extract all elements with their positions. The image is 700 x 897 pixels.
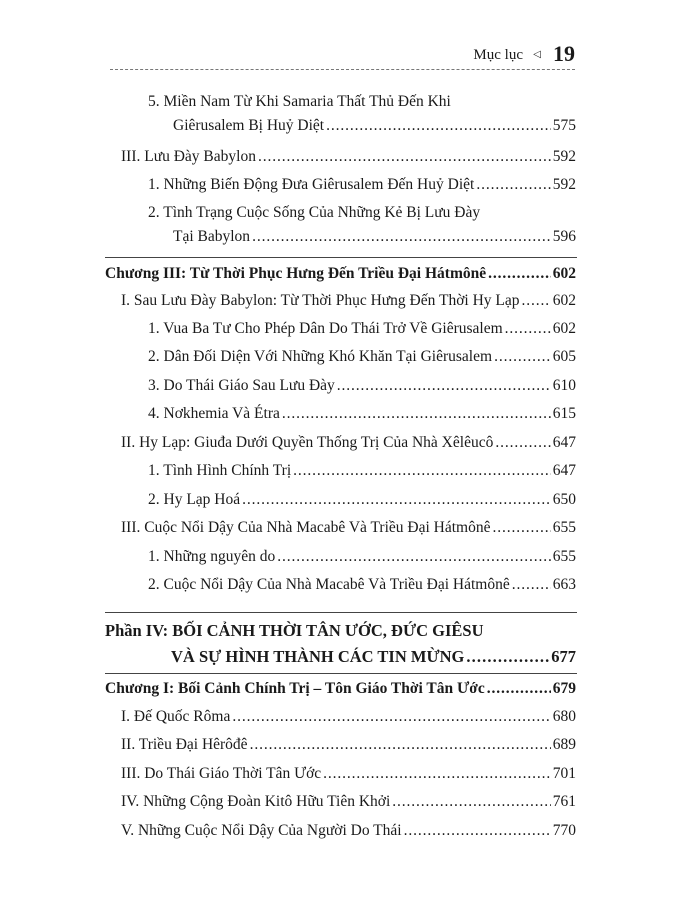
toc-entry-title: III. Lưu Đày Babylon	[121, 148, 256, 165]
toc-entry-title: 1. Những nguyên do	[148, 548, 276, 565]
toc-entry-1-vua-ba-tu[interactable]	[148, 320, 576, 338]
toc-entry-title-line1: Phần IV: BỐI CẢNH THỜI TÂN ƯỚC, ĐỨC GIÊSU	[105, 621, 484, 640]
toc-entry-2-cuoc-noi-day[interactable]	[148, 576, 576, 594]
toc-entry-iii-cuoc-noi-day[interactable]	[121, 519, 576, 537]
toc-entry-2-hy-lap-hoa[interactable]	[148, 491, 576, 509]
toc-entry-ii-trieu-dai-herode[interactable]	[121, 736, 576, 754]
dot-leader	[293, 462, 551, 480]
toc-entry-title: 1. Tình Hình Chính Trị	[148, 462, 292, 479]
toc-entry-page: 647	[552, 434, 576, 451]
dot-leader	[282, 405, 551, 423]
dot-leader	[337, 377, 551, 395]
toc-entry-2-tinh-trang[interactable]	[148, 204, 576, 246]
toc-entry-title: V. Những Cuộc Nổi Dậy Của Người Do Thái	[121, 822, 402, 839]
toc-entry-page: 663	[552, 576, 576, 593]
toc-entry-page: 677	[551, 647, 576, 666]
toc-entry-chuong-iii[interactable]	[105, 265, 576, 283]
toc-entry-page: 610	[552, 377, 576, 394]
toc-entry-i-sau-luu-day[interactable]	[121, 292, 576, 310]
toc-entry-i-de-quoc-roma[interactable]	[121, 708, 576, 726]
dot-leader	[392, 793, 550, 811]
toc-entry-5-mien-nam[interactable]	[148, 93, 576, 135]
toc-entry-page: 655	[552, 548, 576, 565]
toc-entry-title: Chương III: Từ Thời Phục Hưng Đến Triều Đại Hátmônê	[105, 265, 487, 282]
dot-leader	[494, 348, 551, 366]
toc-entry-page: 602	[552, 292, 576, 309]
toc-entry-title-line1: 5. Miền Nam Từ Khi Samaria Thất Thủ Đến Khi	[148, 93, 451, 110]
toc-entry-page: 602	[552, 320, 576, 337]
running-header	[110, 41, 575, 70]
dot-leader	[277, 548, 551, 566]
toc-entry-phan-iv[interactable]	[105, 621, 576, 667]
dot-leader	[232, 708, 550, 726]
toc-entry-page: 592	[552, 148, 576, 165]
header-divider	[110, 69, 575, 70]
toc-entry-page: 761	[552, 793, 576, 810]
section-divider	[105, 612, 577, 613]
dot-leader	[323, 765, 551, 783]
page-number: 19	[553, 41, 575, 66]
toc-entry-title: VÀ SỰ HÌNH THÀNH CÁC TIN MỪNG	[171, 647, 465, 666]
toc-entry-title: I. Đế Quốc Rôma	[121, 708, 231, 725]
toc-entry-page: 679	[552, 680, 576, 697]
dot-leader	[488, 265, 551, 283]
dot-leader	[242, 491, 551, 509]
toc-entry-3-do-thai-giao[interactable]	[148, 377, 576, 395]
dot-leader	[522, 292, 551, 310]
toc-entry-title: 2. Cuộc Nổi Dậy Của Nhà Macabê Và Triều Đại Hátmônê	[148, 576, 510, 593]
toc-entry-title: II. Triều Đại Hêrôđê	[121, 736, 248, 753]
dot-leader	[492, 519, 550, 537]
dot-leader	[466, 647, 549, 667]
dot-leader	[404, 822, 551, 840]
toc-entry-title-line1: 2. Tình Trạng Cuộc Sống Của Những Kẻ Bị Lưu Đày	[148, 204, 481, 221]
toc-entry-page: 596	[552, 228, 576, 245]
toc-entry-title: Chương I: Bối Cảnh Chính Trị – Tôn Giáo Thời Tân Ước	[105, 680, 485, 697]
triangle-left-icon: ◁	[533, 49, 541, 60]
toc-entry-title: 2. Hy Lạp Hoá	[148, 491, 241, 508]
toc-entry-title: 2. Dân Đối Diện Với Những Khó Khăn Tại Giêrusalem	[148, 348, 493, 365]
toc-entry-iii-do-thai-giao[interactable]	[121, 765, 576, 783]
toc-entry-page: 701	[552, 765, 576, 782]
toc-entry-title: 1. Những Biến Động Đưa Giêrusalem Đến Huỷ Diệt	[148, 176, 475, 193]
toc-entry-title: IV. Những Cộng Đoàn Kitô Hữu Tiên Khởi	[121, 793, 391, 810]
dot-leader	[487, 680, 551, 698]
toc-entry-page: 650	[552, 491, 576, 508]
toc-entry-page: 770	[552, 822, 576, 839]
toc-entry-page: 592	[552, 176, 576, 193]
toc-entry-title: III. Cuộc Nổi Dậy Của Nhà Macabê Và Triều Đại Hátmônê	[121, 519, 491, 536]
toc-entry-page: 605	[552, 348, 576, 365]
toc-entry-page: 615	[552, 405, 576, 422]
toc-entry-title: 4. Nơkhemia Và Étra	[148, 405, 280, 422]
toc-entry-title: 3. Do Thái Giáo Sau Lưu Đày	[148, 377, 335, 394]
header-section-title: Mục lục	[473, 47, 523, 63]
section-divider	[105, 257, 577, 258]
toc-entry-2-dan-doi-dien[interactable]	[148, 348, 576, 366]
toc-entry-title: II. Hy Lạp: Giuđa Dưới Quyền Thống Trị Của Nhà Xêlêucô	[121, 434, 494, 451]
toc-entry-iv-cong-doan[interactable]	[121, 793, 576, 811]
dot-leader	[495, 434, 550, 452]
dot-leader	[258, 148, 551, 166]
toc-entry-1-bien-dong[interactable]	[148, 176, 576, 194]
toc-entry-4-nokhemia[interactable]	[148, 405, 576, 423]
dot-leader	[326, 117, 551, 135]
dot-leader	[252, 228, 551, 246]
toc-entry-1-tinh-hinh[interactable]	[148, 462, 576, 480]
toc-entry-iii-luu-day[interactable]	[121, 148, 576, 166]
toc-entry-page: 602	[552, 265, 576, 282]
toc-entry-page: 575	[552, 117, 576, 134]
toc-entry-page: 689	[552, 736, 576, 753]
dot-leader	[476, 176, 550, 194]
toc-entry-title: I. Sau Lưu Đày Babylon: Từ Thời Phục Hưng Đến Thời Hy Lạp	[121, 292, 520, 309]
dot-leader	[505, 320, 551, 338]
toc-entry-title: 1. Vua Ba Tư Cho Phép Dân Do Thái Trở Về Giêrusalem	[148, 320, 503, 337]
toc-entry-ii-hy-lap[interactable]	[121, 434, 576, 452]
toc-entry-chuong-i[interactable]	[105, 680, 576, 698]
toc-entry-page: 655	[552, 519, 576, 536]
dot-leader	[250, 736, 551, 754]
toc-entry-page: 680	[552, 708, 576, 725]
toc-entry-title: Tại Babylon	[173, 228, 251, 245]
toc-entry-page: 647	[552, 462, 576, 479]
section-divider	[105, 673, 577, 674]
toc-entry-v-cuoc-noi-day[interactable]	[121, 822, 576, 840]
toc-entry-1-nguyen-do[interactable]	[148, 548, 576, 566]
toc-entry-title: III. Do Thái Giáo Thời Tân Ước	[121, 765, 322, 782]
dot-leader	[512, 576, 551, 594]
toc-entry-title: Giêrusalem Bị Huỷ Diệt	[173, 117, 325, 134]
